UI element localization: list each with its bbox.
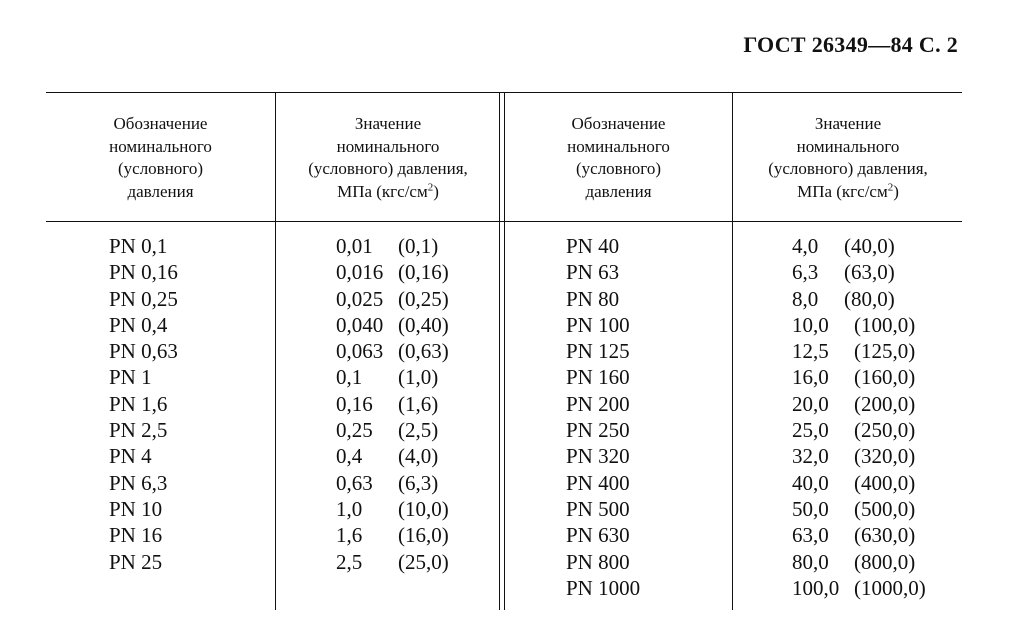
pressure-value-cell [792, 470, 926, 496]
unit-text: МПа (кгс/см [797, 181, 888, 201]
header-line: (условного) давления, [308, 159, 468, 178]
mpa-value: 0,01 [336, 234, 373, 258]
header-line [277, 181, 499, 204]
header-line: (условного) [575, 159, 662, 178]
pressure-value-cell [792, 338, 926, 364]
designation-cell: PN 630 [566, 523, 630, 548]
kgf-value: (1,6) [398, 391, 439, 416]
mpa-value: 100,0 [792, 575, 840, 600]
mpa-value: 0,025 [336, 286, 384, 311]
mpa-value: 32,0 [792, 444, 829, 469]
mpa-value: 12,5 [792, 339, 829, 364]
pressure-value-cell [336, 338, 449, 364]
pressure-value-cell [336, 233, 449, 259]
header-line: (условного) [117, 159, 204, 178]
left-value-column [336, 233, 449, 575]
designation-cell: PN 80 [566, 286, 620, 311]
mpa-value: 10,0 [792, 312, 829, 337]
kgf-value: (320,0) [854, 444, 916, 469]
pressure-value-cell [792, 522, 926, 548]
header-line: номинального [336, 136, 440, 156]
column-divider-right [732, 92, 733, 610]
pressure-value-cell [792, 233, 926, 259]
designation-cell: PN 500 [566, 496, 630, 521]
designation-cell: PN 0,25 [109, 286, 178, 311]
kgf-value: (0,63) [398, 339, 449, 364]
pressure-value-cell [336, 286, 449, 312]
designation-cell: PN 2,5 [109, 418, 168, 443]
mpa-value: 0,16 [336, 391, 373, 416]
pressure-value-cell [336, 496, 449, 522]
designation-cell: PN 160 [566, 365, 630, 390]
header-line: номинального [109, 136, 212, 156]
kgf-value: (0,1) [398, 234, 439, 258]
unit-superscript: 2 [427, 180, 434, 193]
designation-cell: PN 10 [109, 496, 163, 521]
pressure-value-cell [336, 522, 449, 548]
kgf-value: (63,0) [844, 260, 895, 285]
kgf-value: (160,0) [854, 365, 916, 390]
mpa-value: 20,0 [792, 391, 829, 416]
header-value-left [277, 113, 499, 203]
header-designation-right [505, 113, 732, 203]
designation-cell: PN 0,4 [109, 312, 168, 337]
pressure-value-cell [336, 364, 449, 390]
kgf-value: (1,0) [398, 365, 439, 390]
unit-superscript: 2 [887, 180, 894, 193]
pressure-value-cell [336, 417, 449, 443]
designation-cell: PN 0,63 [109, 339, 178, 364]
kgf-value: (10,0) [398, 496, 449, 521]
designation-cell: PN 800 [566, 549, 630, 574]
left-designation-column [109, 233, 178, 575]
designation-cell: PN 16 [109, 523, 163, 548]
designation-cell: PN 320 [566, 444, 630, 469]
designation-cell: PN 1,6 [109, 391, 168, 416]
kgf-value: (125,0) [854, 339, 916, 364]
unit-close: ) [433, 181, 439, 201]
mpa-value: 0,063 [336, 339, 384, 364]
mpa-value: 6,3 [792, 260, 819, 285]
pressure-value-cell [336, 391, 449, 417]
designation-cell: PN 200 [566, 391, 630, 416]
kgf-value: (100,0) [854, 312, 916, 337]
kgf-value: (630,0) [854, 523, 916, 548]
mpa-value: 50,0 [792, 496, 829, 521]
designation-cell: PN 4 [109, 444, 152, 469]
header-line: Значение [814, 114, 882, 133]
designation-cell: PN 6,3 [109, 470, 168, 495]
pressure-value-cell [336, 549, 449, 575]
unit-text: МПа (кгс/см [337, 181, 428, 201]
header-line: давления [585, 181, 652, 201]
header-line: номинального [796, 136, 900, 156]
kgf-value: (80,0) [844, 286, 895, 311]
designation-cell: PN 100 [566, 312, 630, 337]
kgf-value: (6,3) [398, 470, 439, 495]
kgf-value: (0,16) [398, 260, 449, 285]
pressure-value-cell [336, 470, 449, 496]
mpa-value: 0,1 [336, 365, 363, 390]
mpa-value: 0,63 [336, 470, 373, 495]
designation-cell: PN 125 [566, 339, 630, 364]
right-designation-column [566, 233, 640, 601]
pressure-value-cell [792, 443, 926, 469]
mpa-value: 0,016 [336, 260, 384, 285]
designation-cell: PN 63 [566, 260, 620, 285]
designation-cell: PN 1000 [566, 575, 641, 600]
pressure-value-cell [792, 417, 926, 443]
pressure-value-cell [792, 364, 926, 390]
designation-cell: PN 400 [566, 470, 630, 495]
header-designation-left [46, 113, 275, 203]
pressure-value-cell [792, 549, 926, 575]
mpa-value: 1,6 [336, 523, 363, 548]
pressure-value-cell [792, 259, 926, 285]
kgf-value: (0,40) [398, 312, 449, 337]
designation-cell: PN 40 [566, 234, 620, 258]
kgf-value: (40,0) [844, 234, 895, 258]
mpa-value: 16,0 [792, 365, 829, 390]
kgf-value: (500,0) [854, 496, 916, 521]
kgf-value: (25,0) [398, 549, 449, 574]
header-line: Значение [354, 114, 422, 133]
kgf-value: (2,5) [398, 418, 439, 443]
unit-close: ) [893, 181, 899, 201]
header-line: давления [127, 181, 194, 201]
header-line: (условного) давления, [768, 159, 928, 178]
pressure-value-cell [336, 443, 449, 469]
mpa-value: 2,5 [336, 549, 363, 574]
mpa-value: 1,0 [336, 496, 363, 521]
designation-cell: PN 250 [566, 418, 630, 443]
mpa-value: 0,4 [336, 444, 363, 469]
mpa-value: 40,0 [792, 470, 829, 495]
pressure-value-cell [792, 286, 926, 312]
mpa-value: 4,0 [792, 234, 819, 258]
mpa-value: 25,0 [792, 418, 829, 443]
designation-cell: PN 1 [109, 365, 152, 390]
header-line: номинального [567, 136, 670, 156]
mpa-value: 0,25 [336, 418, 373, 443]
pressure-value-cell [336, 312, 449, 338]
header-line [734, 181, 962, 204]
kgf-value: (250,0) [854, 418, 916, 443]
kgf-value: (800,0) [854, 549, 916, 574]
header-line: Обозначение [571, 114, 666, 133]
mpa-value: 8,0 [792, 286, 819, 311]
kgf-value: (1000,0) [854, 575, 926, 600]
pressure-value-cell [792, 391, 926, 417]
mpa-value: 80,0 [792, 549, 829, 574]
pressure-value-cell [792, 312, 926, 338]
kgf-value: (0,25) [398, 286, 449, 311]
kgf-value: (400,0) [854, 470, 916, 495]
mpa-value: 0,040 [336, 312, 384, 337]
kgf-value: (200,0) [854, 391, 916, 416]
right-value-column [792, 233, 926, 601]
pressure-value-cell [792, 496, 926, 522]
designation-cell: PN 0,16 [109, 260, 178, 285]
designation-cell: PN 25 [109, 549, 163, 574]
kgf-value: (4,0) [398, 444, 439, 469]
pressure-value-cell [336, 259, 449, 285]
pressure-value-cell [792, 575, 926, 601]
mpa-value: 63,0 [792, 523, 829, 548]
page-header: ГОСТ 26349—84 С. 2 [743, 32, 958, 57]
designation-cell: PN 0,1 [109, 234, 168, 258]
column-divider-left [275, 92, 276, 610]
header-value-right [734, 113, 962, 203]
kgf-value: (16,0) [398, 523, 449, 548]
header-line: Обозначение [113, 114, 208, 133]
